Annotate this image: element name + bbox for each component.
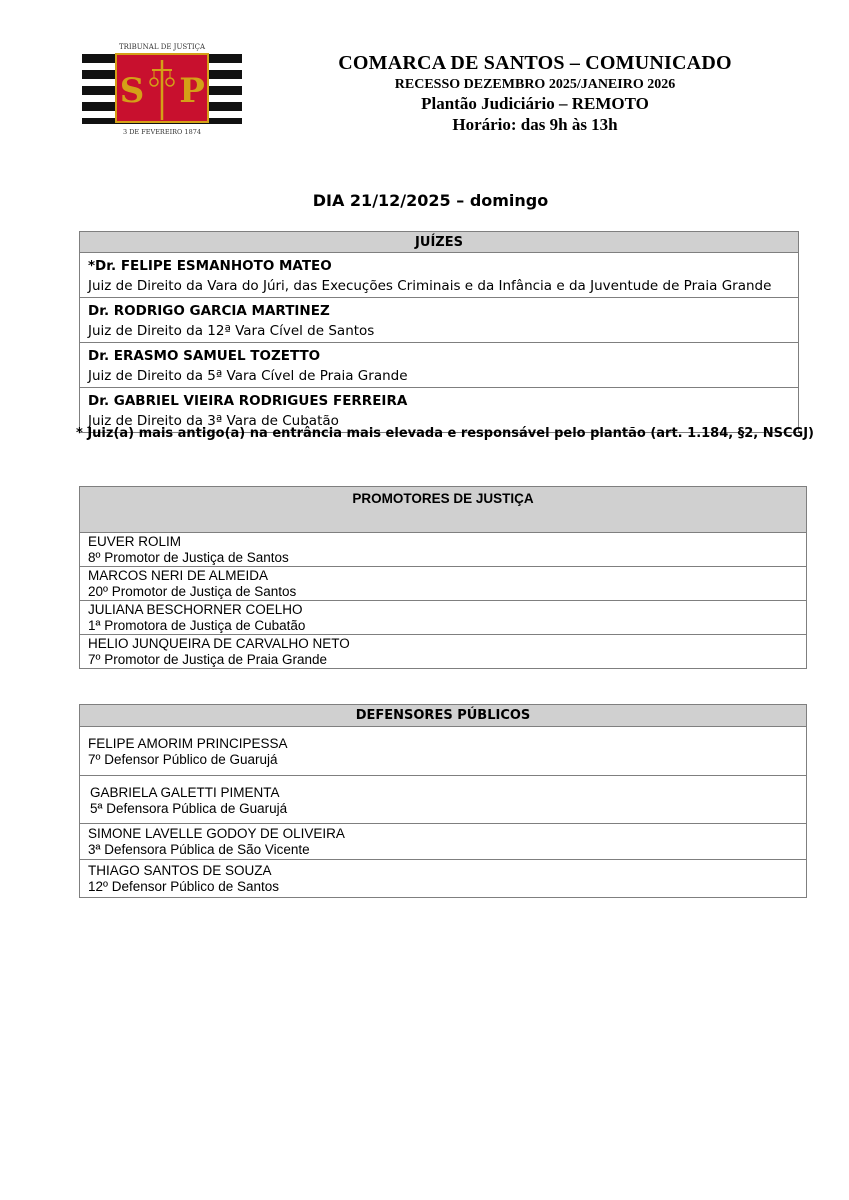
defensor-name: THIAGO SANTOS DE SOUZA bbox=[88, 863, 272, 878]
document-header bbox=[300, 52, 770, 134]
table-row bbox=[80, 860, 807, 898]
table-row bbox=[80, 533, 807, 567]
header-title: COMARCA DE SANTOS – COMUNICADO bbox=[338, 52, 732, 74]
logo-bottom-text: 3 DE FEVEREIRO 1874 bbox=[123, 128, 201, 136]
table-row bbox=[80, 253, 799, 298]
judge-name: Dr. RODRIGO GARCIA MARTINEZ bbox=[88, 303, 330, 319]
logo-top-text: TRIBUNAL DE JUSTIÇA bbox=[118, 43, 206, 51]
juizes-footnote: * Juiz(a) mais antigo(a) na entrância mais elevada e responsável pelo plantão (art. 1.184, §2, NSCGJ) bbox=[76, 426, 814, 441]
header-subtitle: RECESSO DEZEMBRO 2025/JANEIRO 2026 bbox=[394, 77, 676, 92]
defensor-role: 3ª Defensora Pública de São Vicente bbox=[88, 842, 310, 857]
promotor-name: JULIANA BESCHORNER COELHO bbox=[88, 602, 303, 617]
judge-role: Juiz de Direito da 12ª Vara Cível de Santos bbox=[88, 323, 375, 339]
logo-letter-left: S bbox=[119, 71, 145, 111]
promotor-role: 20º Promotor de Justiça de Santos bbox=[88, 584, 297, 599]
promotor-role: 1ª Promotora de Justiça de Cubatão bbox=[88, 618, 306, 633]
defensor-role: 7º Defensor Público de Guarujá bbox=[88, 752, 278, 767]
defensor-name: FELIPE AMORIM PRINCIPESSA bbox=[88, 736, 288, 751]
table-row bbox=[80, 567, 807, 601]
promotores-heading: PROMOTORES DE JUSTIÇA bbox=[80, 487, 807, 533]
promotor-role: 8º Promotor de Justiça de Santos bbox=[88, 550, 289, 565]
logo-letter-right: P bbox=[179, 71, 205, 111]
header-horario: Horário: das 9h às 13h bbox=[452, 114, 618, 134]
table-row bbox=[80, 824, 807, 860]
promotor-name: MARCOS NERI DE ALMEIDA bbox=[88, 568, 269, 583]
table-row bbox=[80, 776, 807, 824]
judge-name: Dr. GABRIEL VIEIRA RODRIGUES FERREIRA bbox=[88, 393, 408, 409]
promotor-name: EUVER ROLIM bbox=[88, 534, 182, 549]
judge-name: *Dr. FELIPE ESMANHOTO MATEO bbox=[88, 258, 332, 274]
table-row bbox=[80, 601, 807, 635]
judge-name: Dr. ERASMO SAMUEL TOZETTO bbox=[88, 348, 321, 364]
juizes-heading: JUÍZES bbox=[80, 232, 799, 253]
defensor-role: 12º Defensor Público de Santos bbox=[88, 879, 280, 894]
table-row bbox=[80, 635, 807, 669]
table-row bbox=[80, 727, 807, 776]
defensor-role: 5ª Defensora Pública de Guarujá bbox=[90, 801, 288, 816]
promotores-table bbox=[79, 486, 807, 669]
judge-role: Juiz de Direito da 5ª Vara Cível de Praia Grande bbox=[88, 368, 408, 384]
defensor-name: SIMONE LAVELLE GODOY DE OLIVEIRA bbox=[88, 826, 345, 841]
table-row bbox=[80, 298, 799, 343]
judge-role: Juiz de Direito da 3ª Vara de Cubatão bbox=[88, 413, 339, 429]
promotor-role: 7º Promotor de Justiça de Praia Grande bbox=[88, 652, 328, 667]
defensores-table bbox=[79, 704, 807, 898]
judge-role: Juiz de Direito da Vara do Júri, das Execuções Criminais e da Infância e da Juventude de Praia Grande bbox=[88, 278, 772, 294]
header-plantao: Plantão Judiciário – REMOTO bbox=[421, 94, 649, 114]
tjsp-logo bbox=[82, 40, 242, 136]
day-heading: DIA 21/12/2025 – domingo bbox=[312, 191, 549, 210]
defensores-heading: DEFENSORES PÚBLICOS bbox=[80, 705, 807, 727]
promotor-name: HELIO JUNQUEIRA DE CARVALHO NETO bbox=[88, 636, 350, 651]
juizes-table bbox=[79, 231, 799, 433]
table-row bbox=[80, 343, 799, 388]
defensor-name: GABRIELA GALETTI PIMENTA bbox=[90, 785, 280, 800]
